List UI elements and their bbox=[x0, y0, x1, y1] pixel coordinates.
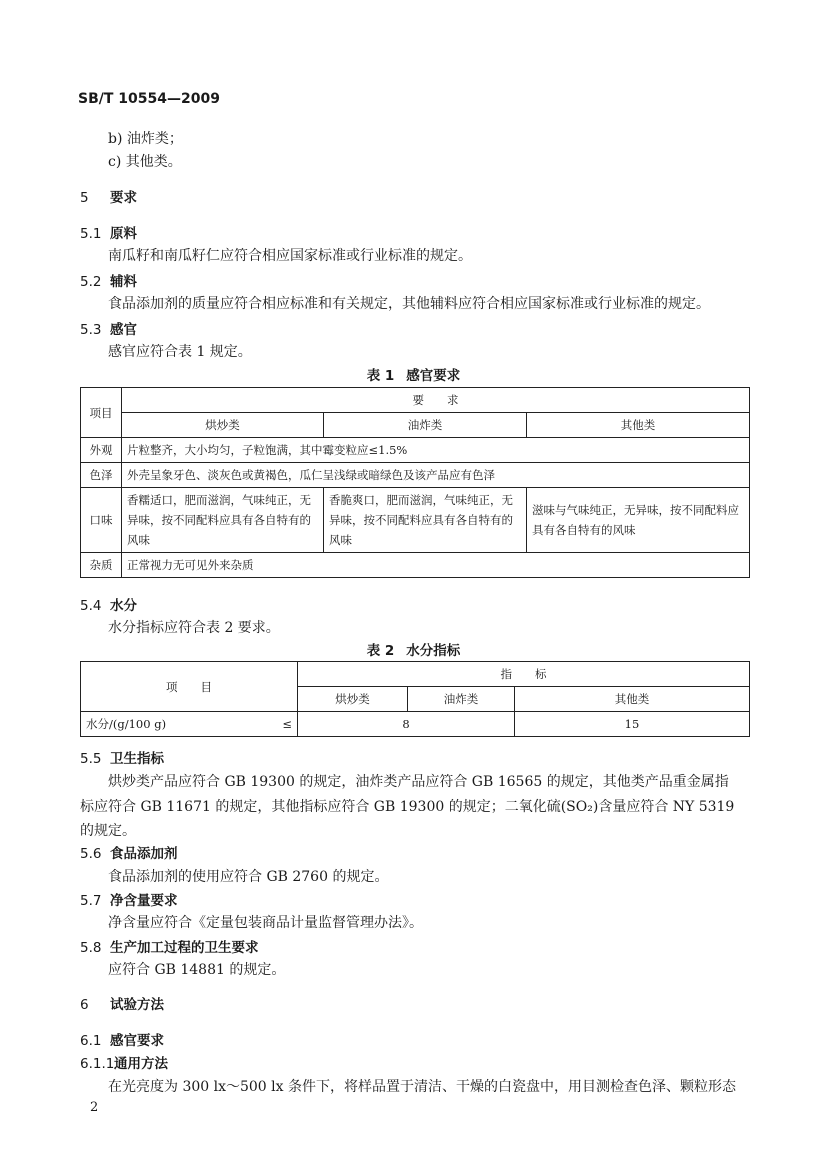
section-number: 6.1.1 bbox=[80, 1056, 115, 1072]
section-number: 5.7 bbox=[80, 893, 102, 909]
table-header-requirements: 要 求 bbox=[122, 388, 750, 413]
section-number: 6 bbox=[80, 997, 89, 1013]
list-item-c: c) 其他类。 bbox=[108, 154, 182, 170]
cell-taste-fried: 香脆爽口，肥而滋润，气味纯正，无异味，按不同配料应具有各自特有的风味 bbox=[324, 488, 527, 553]
section-title: 感官 bbox=[110, 322, 137, 338]
section-5-1-heading bbox=[80, 222, 137, 242]
section-5-8-text: 应符合 GB 14881 的规定。 bbox=[108, 962, 286, 978]
table-subheader-baked: 烘炒类 bbox=[298, 687, 408, 712]
cell-impurity: 正常视力无可见外来杂质 bbox=[122, 553, 750, 578]
table-subheader-other: 其他类 bbox=[527, 413, 750, 438]
cell-moisture-baked-fried: 8 bbox=[298, 712, 515, 737]
section-5-8-heading bbox=[80, 936, 259, 956]
section-title: 卫生指标 bbox=[110, 751, 164, 767]
row-label-appearance: 外观 bbox=[81, 438, 122, 463]
section-number: 5 bbox=[80, 190, 89, 206]
section-title: 食品添加剂 bbox=[110, 846, 178, 862]
section-6-1-1-text: 在光亮度为 300 lx～500 lx 条件下，将样品置于清洁、干燥的白瓷盘中，用目测检查色泽、颗粒形态 bbox=[108, 1079, 736, 1095]
table-2-moisture bbox=[80, 661, 750, 737]
section-title: 生产加工过程的卫生要求 bbox=[110, 940, 259, 956]
section-5-heading bbox=[80, 186, 137, 206]
section-5-3-text: 感官应符合表 1 规定。 bbox=[108, 344, 252, 360]
table-subheader-fried: 油炸类 bbox=[324, 413, 527, 438]
section-5-7-text: 净含量应符合《定量包装商品计量监督管理办法》。 bbox=[108, 915, 423, 931]
list-item-b: b) 油炸类； bbox=[108, 131, 183, 147]
row-label-taste: 口味 bbox=[81, 488, 122, 553]
table-2-caption: 表 2 水分指标 bbox=[366, 643, 461, 659]
row-label-moisture: 水分/(g/100 g) ≤ bbox=[81, 712, 298, 737]
section-5-2-heading bbox=[80, 270, 137, 290]
section-title: 通用方法 bbox=[114, 1056, 168, 1072]
section-title: 辅料 bbox=[110, 274, 137, 290]
section-number: 5.8 bbox=[80, 940, 102, 956]
table-1-caption: 表 1 感官要求 bbox=[366, 368, 461, 384]
row-label-impurity: 杂质 bbox=[81, 553, 122, 578]
section-title: 试验方法 bbox=[110, 997, 164, 1013]
cell-taste-baked: 香糯适口，肥而滋润，气味纯正，无异味，按不同配料应具有各自特有的风味 bbox=[122, 488, 324, 553]
section-6-1-1-heading bbox=[80, 1052, 168, 1072]
section-5-5-line-1: 烘炒类产品应符合 GB 19300 的规定，油炸类产品应符合 GB 16565 的规定，其他类产品重金属指 bbox=[108, 774, 729, 790]
section-5-5-line-2: 标应符合 GB 11671 的规定，其他指标应符合 GB 19300 的规定；二氧化硫(SO₂)含量应符合 NY 5319 bbox=[80, 799, 735, 815]
section-title: 净含量要求 bbox=[110, 893, 178, 909]
section-number: 5.2 bbox=[80, 274, 102, 290]
section-number: 5.4 bbox=[80, 598, 102, 614]
section-5-5-heading bbox=[80, 747, 164, 767]
section-number: 5.1 bbox=[80, 226, 102, 242]
section-number: 5.3 bbox=[80, 322, 102, 338]
section-6-1-heading bbox=[80, 1029, 164, 1049]
row-label-color: 色泽 bbox=[81, 463, 122, 488]
section-title: 水分 bbox=[110, 598, 137, 614]
section-number: 5.6 bbox=[80, 846, 102, 862]
section-title: 要求 bbox=[110, 190, 137, 206]
table-header-index: 指 标 bbox=[298, 662, 750, 687]
less-equal-sign: ≤ bbox=[282, 717, 292, 731]
section-6-heading bbox=[80, 993, 164, 1013]
section-5-2-text: 食品添加剂的质量应符合相应标准和有关规定，其他辅料应符合相应国家标准或行业标准的规定。 bbox=[108, 296, 710, 312]
table-header-item: 项 目 bbox=[81, 662, 298, 712]
table-1-sensory bbox=[80, 387, 750, 578]
section-5-6-text: 食品添加剂的使用应符合 GB 2760 的规定。 bbox=[108, 869, 389, 885]
table-subheader-baked: 烘炒类 bbox=[122, 413, 324, 438]
section-number: 5.5 bbox=[80, 751, 102, 767]
cell-color: 外壳呈象牙色、淡灰色或黄褐色，瓜仁呈浅绿或暗绿色及该产品应有色泽 bbox=[122, 463, 750, 488]
section-5-3-heading bbox=[80, 318, 137, 338]
section-5-5-line-3: 的规定。 bbox=[80, 823, 136, 839]
section-title: 原料 bbox=[110, 226, 137, 242]
section-number: 6.1 bbox=[80, 1033, 102, 1049]
section-5-7-heading bbox=[80, 889, 178, 909]
section-5-6-heading bbox=[80, 842, 178, 862]
section-5-4-heading bbox=[80, 594, 137, 614]
cell-appearance: 片粒整齐，大小均匀，子粒饱满，其中霉变粒应≤1.5% bbox=[122, 438, 750, 463]
cell-moisture-other: 15 bbox=[515, 712, 750, 737]
section-5-1-text: 南瓜籽和南瓜籽仁应符合相应国家标准或行业标准的规定。 bbox=[108, 248, 472, 264]
standard-header: SB/T 10554—2009 bbox=[78, 91, 220, 107]
table-subheader-other: 其他类 bbox=[515, 687, 750, 712]
section-title: 感官要求 bbox=[110, 1033, 164, 1049]
cell-taste-other: 滋味与气味纯正，无异味，按不同配料应具有各自特有的风味 bbox=[527, 488, 750, 553]
section-5-4-text: 水分指标应符合表 2 要求。 bbox=[108, 620, 280, 636]
table-subheader-fried: 油炸类 bbox=[408, 687, 515, 712]
table-header-item: 项目 bbox=[81, 388, 122, 438]
page-number: 2 bbox=[90, 1100, 99, 1115]
